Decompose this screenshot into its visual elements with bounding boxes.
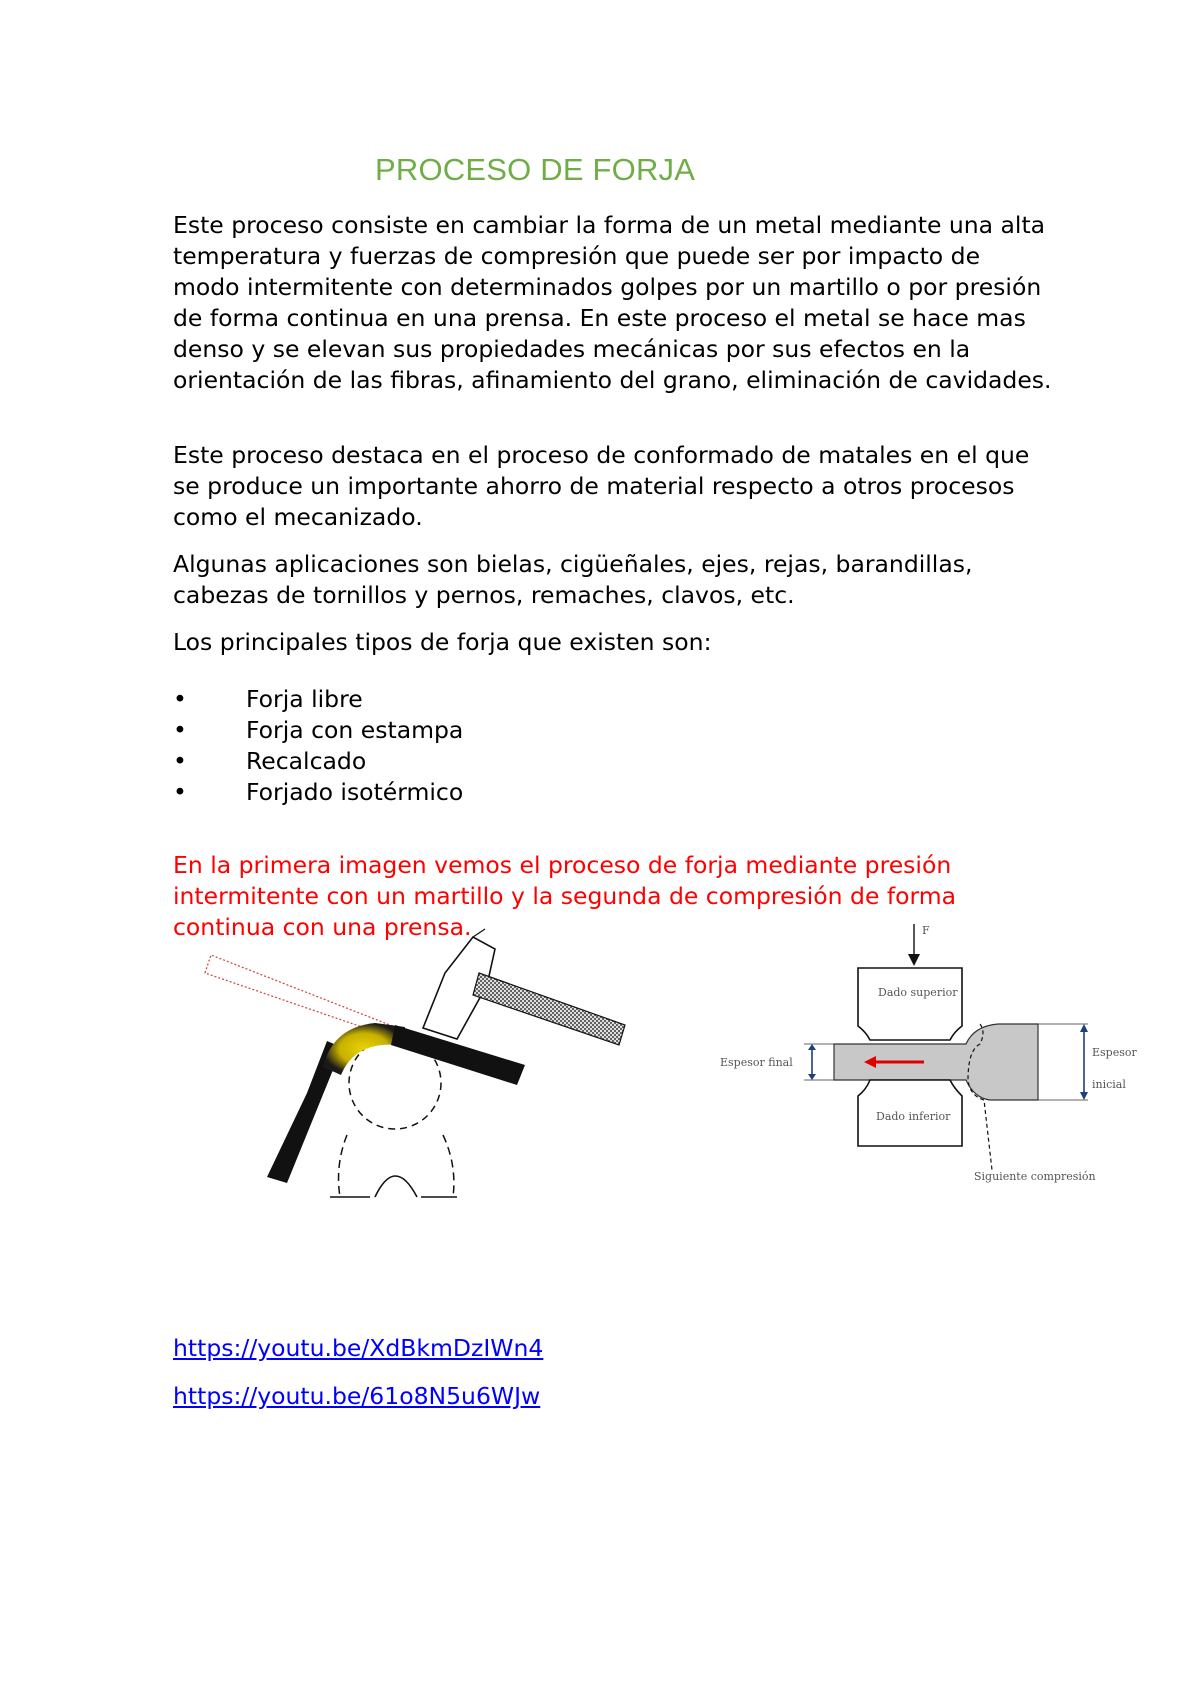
bullet-icon: • — [173, 685, 187, 713]
list-item: • Forja libre — [173, 685, 363, 713]
press-forging-figure — [718, 920, 1158, 1190]
forging-types-list — [173, 684, 463, 808]
hammer-forging-figure — [195, 915, 635, 1215]
list-item: • Recalcado — [173, 747, 367, 775]
bullet-icon: • — [173, 778, 187, 806]
list-item: • Forja con estampa — [173, 716, 464, 744]
anvil-body — [339, 1135, 454, 1197]
page-title: PROCESO DE FORJA — [375, 152, 696, 187]
force-arrow-head — [908, 954, 920, 966]
paragraph-applications: Algunas aplicaciones son bielas, cigüeñales, ejes, rejas, barandillas, cabezas de tornillos y pernos, remaches, clavos, etc. — [173, 550, 973, 609]
hammer-handle — [473, 973, 625, 1045]
list-item: • Forjado isotérmico — [173, 778, 464, 806]
video-link-2[interactable]: https://youtu.be/61o8N5u6WJw — [173, 1382, 541, 1410]
video-link-1[interactable]: https://youtu.be/XdBkmDzIWn4 — [173, 1334, 544, 1362]
force-label: F — [922, 924, 930, 937]
hammer-top-line — [473, 929, 485, 937]
final-thickness-label: Espesor final — [720, 1056, 793, 1069]
upper-die — [858, 968, 962, 1040]
figure-caption-note: En la primera imagen vemos el proceso de forja mediante presión intermitente con un martillo y la segunda de compresión de forma continua con una prensa. — [173, 851, 957, 941]
anvil-base — [330, 1176, 457, 1197]
bullet-icon: • — [173, 747, 187, 775]
upper-die-label: Dado superior — [878, 986, 958, 999]
initial-thickness-label-1: Espesor — [1092, 1046, 1137, 1059]
paragraph-advantages: Este proceso destaca en el proceso de conformado de matales en el que se produce un importante ahorro de material respecto a otros procesos como el mecanizado. — [173, 441, 1030, 531]
paragraph-types-intro: Los principales tipos de forja que existen son: — [173, 628, 712, 656]
initial-thickness-label-2: inicial — [1092, 1078, 1126, 1091]
bar-heated-bend — [323, 1023, 405, 1075]
paragraph-intro: Este proceso consiste en cambiar la forma de un metal mediante una alta temperatura y fuerzas de compresión que puede ser por impacto de modo intermitente con determinados golpes por un martillo o por presión de forma continua en una prensa. En este proceso el metal se hace mas denso y se elevan sus propiedades mecánicas por sus efectos en la orientación de las fibras, afinamiento del grano, eliminación de cavidades. — [173, 211, 1052, 394]
bullet-icon: • — [173, 716, 187, 744]
next-compression-label: Siguiente compresión — [974, 1170, 1096, 1183]
lower-die-label: Dado inferior — [876, 1110, 951, 1123]
